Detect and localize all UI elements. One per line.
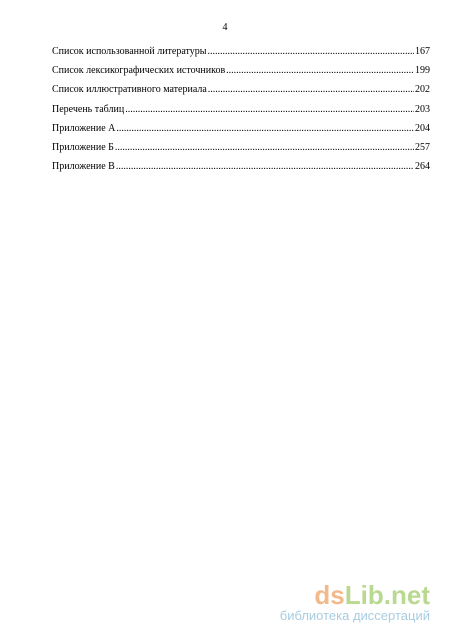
toc-entry-page: 204 [415, 122, 430, 134]
toc-entry [52, 42, 430, 61]
toc-entry [52, 100, 430, 119]
logo-dot-text: . [383, 580, 391, 610]
toc-dot-leader [208, 42, 415, 61]
toc-dot-leader [226, 61, 414, 80]
toc-dot-leader [116, 119, 414, 138]
watermark-subtitle: библиотека диссертаций [279, 608, 430, 623]
toc-entry [52, 119, 430, 138]
toc-entry-title: Список иллюстративного материала [52, 84, 207, 96]
dslib-logo [280, 582, 430, 608]
toc-dot-leader [116, 157, 414, 176]
toc-entry-page: 199 [415, 65, 430, 77]
toc-entry-title: Приложение В [52, 161, 115, 173]
toc-entry-page: 203 [415, 103, 430, 115]
toc-entry-title: Приложение Б [52, 141, 114, 153]
toc-entry [52, 80, 430, 99]
toc-entry [52, 61, 430, 80]
toc-entry-page: 257 [415, 141, 430, 153]
toc-entry-title: Список лексикографических источников [52, 65, 226, 77]
toc-entry [52, 138, 430, 157]
logo-lib-text: Lib [344, 580, 384, 610]
toc-entry [52, 157, 430, 176]
toc-entry-title: Приложение А [52, 122, 116, 134]
toc-dot-leader [115, 138, 414, 157]
toc-entry-page: 264 [415, 161, 430, 173]
toc-dot-leader [208, 80, 414, 99]
toc-entry-title: Список использованной литературы [52, 46, 207, 57]
page-number: 4 [222, 22, 228, 33]
toc-entry-title: Перечень таблиц [52, 103, 125, 115]
table-of-contents [52, 42, 430, 176]
logo-ds-text: ds [314, 580, 345, 610]
toc-entry-page: 202 [415, 84, 430, 96]
toc-dot-leader [125, 100, 414, 119]
toc-entry-page: 167 [415, 46, 430, 57]
logo-net-text: net [391, 580, 430, 610]
dslib-watermark [280, 582, 430, 624]
